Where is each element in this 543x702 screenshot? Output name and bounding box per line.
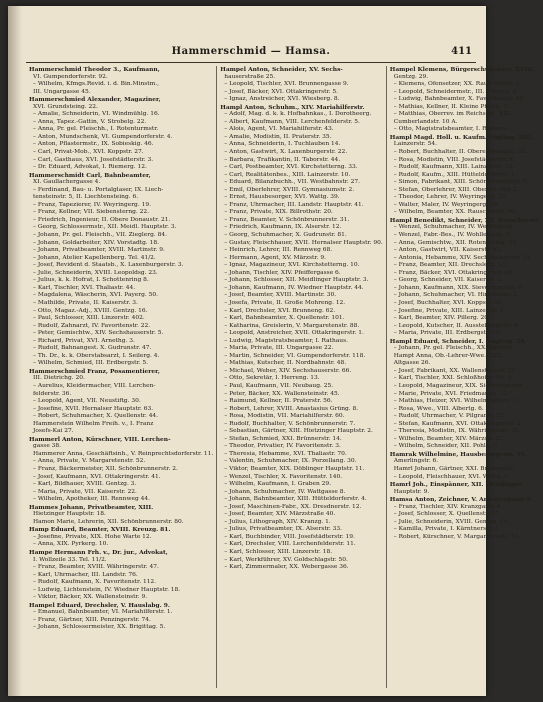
directory-entry: – Franz, Tapezierer, IV. Weyringerg. 19. <box>33 201 151 208</box>
directory-entry: – Rosa, Modistin, VII. Mariahilferstr. 60. <box>224 413 345 420</box>
page-header <box>26 46 476 63</box>
directory-entry: – Eduard, Bilanzbuchh., VII. Westbahnstr. 27. <box>224 179 361 186</box>
directory-entry: – Anton, Mundschenk, VI. Gumpendorferstr. 4. <box>33 133 173 140</box>
directory-entry: – Peter, Gemischtw., XIV. Sechshauserstr. 5. <box>33 330 164 337</box>
directory-entry: – Karl, Tischler, XVI. Thaliastr. 44. <box>33 284 136 291</box>
directory-entry: – Wenzel, Fabr.-Bes., IV. Wohllebeng. 5. <box>393 232 511 239</box>
directory-entry: – Stefan, Schmied, XXI. Brünnerstr. 14. <box>224 435 342 442</box>
directory-entry: – Antonia, Hebamme, XIV. Sechshauserstr. 31. <box>393 254 533 261</box>
directory-entry: – Johann, Goldarbeiter, XIV. Vorstadtg. 18. <box>33 239 159 246</box>
directory-entry: – Marie, Private, XVI. Friedmanng. 12. <box>393 390 510 397</box>
directory-entry: – Rudolf, Kaufm., XIII. Hütteldorferstr. 1. <box>393 171 517 178</box>
directory-entry: – Franz, Private, XIX. Billrothstr. 20. <box>224 209 333 216</box>
directory-entry: – Friedrich, Ingenieur, II. Obere Donaustr. 21. <box>33 216 171 223</box>
directory-entry: – Emanuel, Bahnbeamter, VI. Mariahilferstr. 1. <box>33 609 173 616</box>
directory-entry: – Rudolf, Buchhalter, V. Schönbrunnerstr. 7. <box>224 420 356 427</box>
directory-entry: – Rudolf, Kaufmann, XIII. Lainzerstr. 24. <box>393 164 515 171</box>
directory-entry: – Amalie, Schneiderin, VI. Windmühlg. 16. <box>33 111 160 118</box>
directory-column-1 <box>26 66 217 688</box>
directory-entry: – Otto, Magaz.-Adj., XVIII. Gentzg. 16. <box>33 307 148 314</box>
directory-column-2 <box>217 66 386 688</box>
directory-entry: – Johann, Schlossermeister, XX. Brigittag. 5. <box>33 624 166 631</box>
directory-entry: – Rosa, Wwe., VIII. Albertg. 6. <box>393 405 484 412</box>
directory-entry-heading: Hammes Johann, Privatbeamter, XIII. <box>29 503 154 511</box>
directory-entry: – Johann, Pr. gel. Fleischh., VII. Zieglerg. 84. <box>33 232 167 239</box>
directory-entry: – Ludwig, Magistratsbeamter, I. Rathaus. <box>224 337 348 344</box>
directory-entry: – Karl, Zimmermaler, XX. Webergasse 36. <box>224 564 349 571</box>
directory-entry: – Mathilde, Private, II. Kaiserstr. 3. <box>33 299 138 306</box>
directory-entry: – Wilhelm, Apotheker, III. Rennweg 44. <box>33 496 150 503</box>
directory-entry: – Carl, Realitätenbes., XIII. Lainzerstr. 10. <box>224 171 351 178</box>
directory-entry-heading: Hammerschmidt Carl, Bahnbeamter, <box>29 171 151 179</box>
directory-entry: – Leopold, Agent, VII. Neustiftg. 30. <box>33 398 141 405</box>
directory-entry: tensteinstr. 5, II. Liechtensteing. 6. <box>33 194 139 201</box>
directory-entry: Lainzerstr. 54. <box>393 141 437 148</box>
directory-entry: – Viktor, Beamter, XIX. Döblinger Hauptstr. 11. <box>224 465 365 472</box>
directory-entry: – Josefa, Private, II. Große Mohreng. 12. <box>224 299 346 306</box>
directory-entry: – Maria, Private, III. Ungargasse 22. <box>224 345 334 352</box>
directory-entry: – Hermann, Agent, XV. Märzstr. 9. <box>224 254 326 261</box>
directory-entry: hauserstraße 25. <box>224 73 276 80</box>
directory-entry: – Josefine, Private, XIX. Hohe Warte 12. <box>33 533 152 540</box>
directory-entry: – Karl, Werkführer, XV. Goldschlagstr. 50. <box>224 556 348 563</box>
directory-entry: – Theodor, Lehrer, IV. Weyringerg. 33. <box>393 194 508 201</box>
directory-entry: – Paul, Kaufmann, VII. Neubaug. 25. <box>224 382 334 389</box>
directory-entry: – Georg, Schneider, VII. Kaiserstr. 3. <box>393 277 503 284</box>
directory-entry: – Th. Dr., k. k. Oberstabsarzt, I. Seilerg. 4. <box>33 352 160 359</box>
directory-entry: I. Wollzeile 33. Tel. 11/2. <box>33 556 107 563</box>
directory-entry-heading: Hampl Magd. Holl. u. Kaufm. Zögling, XIII. <box>389 133 534 141</box>
directory-entry: – Michael, Weber, XIV. Sechshauserstr. 66. <box>224 367 352 374</box>
directory-entry: – Theodor, Privatier, IV. Favoritenstr. 3. <box>224 443 341 450</box>
directory-column-3 <box>387 66 543 688</box>
directory-entry: Josefs-Kai 27. <box>33 428 74 435</box>
directory-entry: – Anna, Pr. gel. Fleischh., I. Rotenturmstr. <box>33 126 159 133</box>
directory-entry: – Barbara, Trafikantin, II. Taborstr. 44. <box>224 156 341 163</box>
directory-entry: – Johann, Schuhmacher, IV. Wattgasse 8. <box>224 488 346 495</box>
directory-entry-heading: Hammerschmid Theodor 3., Kaufmann, <box>29 66 160 73</box>
directory-entry: – Ignaz, Anstreicher, XVI. Wiesberg. 8. <box>224 96 340 103</box>
directory-entry: – Rudolf, Uhrmacher, V. Pilgramg. 22. <box>393 413 507 420</box>
directory-entry-heading: Hampel Klemens, Bürgerschullehrer, XVIII. <box>389 66 535 73</box>
directory-entry-heading: Hammerl Anton, Kürschner, VIII. Lerchen- <box>29 435 171 443</box>
directory-entry: – Georg, Schuhmacher, X. Gudrunstr. 81. <box>224 232 347 239</box>
directory-entry: felderstr. 36. <box>33 390 72 397</box>
directory-entry: – Ludwig, Bahnbeamter, X. Favoritenstr. 98. <box>393 96 526 103</box>
directory-entry: Altgasse 26. <box>393 360 431 367</box>
directory-entry: – Anna, Tapez.-Gattin, V. Strobelg. 22. <box>33 118 147 125</box>
page-gutter-shadow <box>8 6 22 696</box>
directory-entry: – Josef, Bäcker, XVI. Ottakringerstr. 5. <box>224 88 339 95</box>
directory-entry: – Carl, Postbeamter, XVI. Kirchstetterng. 33. <box>224 164 358 171</box>
directory-entry: – Matthias, Oberrev. im Reichsfin., XIII. <box>393 111 513 118</box>
directory-entry: – Kamilla, Private, I. Kärntnerstr. 3. <box>393 526 501 533</box>
directory-entry: – Carl, Privat-Mob., XVI. Koppstr. 27. <box>33 149 144 156</box>
directory-entry-heading: Hamrl Joh., Einspänner, XII. Meidlinger <box>389 481 522 489</box>
directory-entry: – Mathias, Kellner, II. Kleine Pfarrg. 7. <box>393 103 509 110</box>
directory-entry: – Leopold, Fleischhauer, XVI. Wattg. 7. <box>393 473 510 480</box>
directory-entry: – Anna, Private, V. Margaretenstr. 52. <box>33 458 146 465</box>
directory-entry: – Anna, XIX. Pyrkerg. 10. <box>33 541 109 548</box>
directory-entry: – Karl, Buchbinder, VIII. Josefstädterstr. 19. <box>224 533 355 540</box>
directory-entry: – Josefine, XVII. Hernalser Hauptstr. 63. <box>33 405 154 412</box>
directory-entry: – Johann, Privatbeamter, XVIII. Martinstr. 9. <box>33 247 165 254</box>
directory-entry: – Sebastian, Gärtner, XIII. Hietzinger Hauptstr. 2. <box>224 428 373 435</box>
directory-entry: – Adolf, Mag. d. k. k. Hofbahnkas., I. Dorotheerg. <box>224 111 372 118</box>
directory-entry: – Johann, Pr. gel. Fleischh., XX. Jägerstr. <box>393 345 515 352</box>
directory-entry-heading: Hampl Benedikt, Schneider, XX. Rauscherstr. <box>389 216 540 224</box>
directory-entry: – Karl, Tischler, XXI. Schloßhofer Str. 3. <box>393 375 513 382</box>
directory-entry: – Stefan, Oberlehrer, XIII. Ober-St.-Veit 2. <box>393 186 519 193</box>
directory-entry: – Josefine, Private, XIII. Lainzerstr. 2. <box>393 307 506 314</box>
directory-page <box>8 6 540 696</box>
directory-entry: – Raimund, Kellner, II. Praterstr. 56. <box>224 398 333 405</box>
directory-entry: – Josef, Maschinen-Fabr., XX. Dresdnerstr. 12. <box>224 503 362 510</box>
directory-entry: – Theresia, Modistin, IX. Währingerstr. 55. <box>393 428 521 435</box>
directory-entry: – Johann, Kaufmann, IV. Wiedner Hauptstr. 44. <box>224 284 364 291</box>
directory-entry: – Otto, Sekretär, I. Herreng. 13. <box>224 375 320 382</box>
directory-entry: – Wenzel, Schuhmacher, IV. Weyringerg. <box>393 224 514 231</box>
directory-entry: – Rudolf, Kaufmann, X. Favoritenstr. 112. <box>33 579 157 586</box>
directory-entry: – Julius, k. k. Hofrat, I. Schottenring 8. <box>33 277 149 284</box>
directory-entry: – Franz, Kellner, VII. Siebensterng. 22. <box>33 209 150 216</box>
directory-entry: – Ferdinand, Bau- u. Portalglaser, IX. Liech- <box>33 186 164 193</box>
directory-entry: – Robert, Kürschner, V. Margaretenstr. 11. <box>393 533 521 540</box>
directory-entry: – Wilhelm, Schmied, III. Erdbergstr. 5. <box>33 360 149 367</box>
directory-entry: – Josef, Schlosser, X. Quellenstr. 17. <box>393 511 501 518</box>
directory-entry: – Josef, Fabrikant, XX. Wallensteinstr. 12. <box>393 367 517 374</box>
directory-entry: – Franz, Beamter, XII. Drechslerg. 13. <box>393 262 508 269</box>
directory-entry: – Wenzel, Tischler, X. Favoritenstr. 140. <box>224 473 343 480</box>
directory-entry: – Johann, Bahnbeamter, XIII. Hütteldorferstr. 4. <box>224 496 367 503</box>
directory-entry: – Wilhelm, Beamter, XX. Rauscherstr. 60. <box>393 209 517 216</box>
directory-entry: – Ignaz, Magazineur, XVI. Kirchstetterng. 10. <box>224 262 360 269</box>
directory-entry-heading: Hammerschmied Franz, Posamentierer, <box>29 367 160 375</box>
directory-entry: – Wilhelm, Schneider, XII. Pohlg. 5. <box>393 443 499 450</box>
directory-entry-heading: Hampl Eduard, Schneider, I. Naglerg. 28. <box>389 337 527 345</box>
directory-entry: – Gustav, Fleischhauer, XVII. Hernalser Hauptstr. 90. <box>224 239 383 246</box>
directory-entry: Amerlingstr. 6. <box>393 458 439 465</box>
directory-entry: Hauptstr. 9. <box>393 488 430 495</box>
directory-entry: – Carl, Gasthaus, XVI. Josefstädterstr. 3. <box>33 156 154 163</box>
directory-entry: – Valentin, Schuhmacher, IX. Porzellang. 30. <box>224 458 357 465</box>
directory-entry: – Karl, Bildhauer, XVIII. Gentzg. 3. <box>33 481 137 488</box>
directory-entry: – Julius, Privatbeamter, IX. Alserstr. 33. <box>224 526 342 533</box>
directory-entry: Hamon Marie, Lehrerin, XII. Schönbrunnerstr. 80. <box>33 518 184 525</box>
directory-entry: Hammerer Anna, Geschäftsinh., V. Reinprechtsdorferstr. 11. <box>33 450 214 457</box>
directory-entry: – Karl, Schlosser, XIII. Linzerstr. 18. <box>224 549 333 555</box>
directory-entry: – Franz, Tischler, XIV. Kranzgasse 6. <box>393 503 503 510</box>
directory-entry: – Alois, Agent, VI. Mariahilferstr. 43. <box>224 126 334 133</box>
directory-entry: – Rosa, Modistin, VIII. Josefstädterstr. 8. <box>393 156 515 163</box>
directory-entry: – Simon, Fabrikant, XIII. Schönbrunnerstr. 5. <box>393 179 529 186</box>
directory-entry: XI. Gaullachergasse 4. <box>33 179 101 186</box>
directory-entry: Cumberlandstr. 10 A. <box>393 118 458 125</box>
directory-entry: – Anton, Gastwirt, VII. Kaiserstr. 42. <box>393 247 503 254</box>
directory-entry: – Julie, Schneiderin, XVIII. Gentzg. 14. <box>393 518 510 525</box>
directory-entry: – Franz, Bäckermeister, XII. Schönbrunnerstr. 2. <box>33 465 178 472</box>
directory-entry: – Karl, Uhrmacher, III. Landstr. 76. <box>33 571 138 578</box>
directory-entry: – Leopold, Magazineur, XIX. Sieveringerstr. <box>393 382 524 389</box>
directory-entry: – Johann, Kaufmann, XIX. Sieveringerstr. 6. <box>393 284 524 291</box>
directory-entry: – Otto, Magistratsbeamter, I. Rathaus. <box>393 126 509 133</box>
directory-entry-heading: Hampel Anton, Schneider, XV. Sechs- <box>220 66 343 73</box>
directory-entry: gasse 38. <box>33 443 62 450</box>
directory-entry-heading: Hampel Eduard, Drechsler, V. Hauslabg. 9. <box>29 601 170 609</box>
directory-entry: – Anna, Gemischtw., XII. Rotenmühlg. 12. <box>393 239 518 246</box>
directory-entry: – Johann, Schlosser, XII. Meidlinger Hauptstr. 3. <box>224 277 369 284</box>
directory-entry: – Josef, Beamter, XIV. Märzstraße 40. <box>224 511 336 518</box>
directory-entry: – Franz, Beamter, XVIII. Währingerstr. 47. <box>33 564 159 571</box>
page-title: Hammerschmid — Hamsa. <box>171 46 331 57</box>
directory-entry: – Karl, Beamter, XIV. Pillerg. 20. <box>393 315 490 322</box>
directory-entry: – Karl, Drechsler, XVI. Brunneng. 62. <box>224 307 336 314</box>
directory-entry-heading: Hampe Hermann Frh. v., Dr. jur., Advokat, <box>29 549 168 556</box>
directory-entry: – Karl, Bahnbeamter, X. Quellenstr. 101. <box>224 315 345 322</box>
directory-entry: – Julie, Schneiderin, XVIII. Leopoldsg. 23. <box>33 269 158 276</box>
directory-entry: – Rudolf, Zahnarzt, IV. Favoritenstr. 22. <box>33 322 151 329</box>
directory-entry: – Walter, Maler, IV. Weyringerg. 19. <box>393 201 500 208</box>
directory-entry: – Franz, Bäcker, XVI. Ottakringerstr. 60. <box>393 269 515 276</box>
directory-entry: – Johann, Atelier Kapellenberg. Tel. 41/2. <box>33 254 156 261</box>
directory-entry: XVI. Grundsteing. 22. <box>33 103 98 110</box>
directory-entry: Hammerstein Wilhelm Freih. v., I. Franz <box>33 420 154 427</box>
directory-entry: – Josef, Beamter, XVIII. Martinstr. 30. <box>224 292 337 299</box>
page-number: 411 <box>451 46 472 57</box>
directory-entry: – Leopold, Anstreicher, XVII. Ottakringerstr. 1. <box>224 330 364 337</box>
directory-entry-heading: Hamp Eduard, Beamter, XVIII. Kreuzg. 81. <box>29 526 171 534</box>
directory-entry: – Stefan, Kaufmann, XVI. Ottakringerstr. 2. <box>393 420 523 427</box>
directory-entry: – Robert, Lehrer, XVIII. Anastasius Grüng. 8. <box>224 405 359 412</box>
directory-entry: – Franz, Gärtner, XIII. Penzingerstr. 74. <box>33 616 151 623</box>
directory-entry: – Franz, Uhrmacher, III. Landstr. Hauptstr. 41. <box>224 201 364 208</box>
directory-entry: – Wilhelm, Beamter, XIV. Märzstr. 27. <box>393 435 506 442</box>
directory-entry: – Wilhelm, Kfmgs.Revid. i. d. Bin.Minstm., <box>33 81 159 88</box>
directory-entry: – Peter, Bäcker, XX. Wallensteinstr. 45. <box>224 390 340 397</box>
directory-entry: III. Ungargasse 45. <box>33 88 91 95</box>
directory-entry: – Anna, Schneiderin, I. Tuchlauben 14. <box>224 141 341 148</box>
directory-entry-heading: Hamsa Anton, Zeichner, V. Arbeitergasse 9. <box>389 496 533 504</box>
directory-entry: – Maria, Private, VII. Kaiserstr. 22. <box>33 488 137 495</box>
directory-entry: – Katharina, Greislerin, V. Margaretenstr. 88. <box>224 322 360 329</box>
directory-entry: – Mathias, Heizer, XVI. Wilhelminenstr. 1. <box>393 398 519 405</box>
directory-entry: – Ludwig, Lichtenstein, IV. Wiedner Hauptstr. 18. <box>33 586 181 593</box>
directory-entry: – Wilhelm, Kaufmann, I. Graben 29. <box>224 481 332 488</box>
directory-entry-heading: Hamrak Wilhelmine, Hausbesorgerin, VI. <box>389 450 527 458</box>
directory-entry: – Paul, Schlosser, XIII. Linzerstr. 402. <box>33 315 145 322</box>
directory-entry: – Robert, Schuhmacher, X. Quellenstr. 44. <box>33 413 159 420</box>
directory-entry: – Leopold, Tischler, XVI. Brunnengasse 9. <box>224 81 349 88</box>
directory-entry-heading: Hammerschmied Alexander, Magaziner, <box>29 96 161 104</box>
directory-entry-heading: Hampl Anton, Schuhm., XIV. Mariahilferstr. <box>220 103 365 111</box>
directory-entry: – Georg, Schlossermstr., XII. Meidl. Hauptstr. 3. <box>33 224 177 231</box>
directory-entry: – Emil, Oberlehrer, XVIII. Gymnasiumstr. 2. <box>224 186 355 193</box>
directory-entry: – Magdalena, Wäscherin, XVI. Payerg. 50. <box>33 292 158 299</box>
directory-entry: – Aurelius, Kleidermacher, VIII. Lerchen- <box>33 382 156 389</box>
directory-entry: – Julius, Lithograph, XIV. Kranzg. 1. <box>224 518 331 525</box>
directory-columns <box>26 66 540 688</box>
directory-entry: Hampt Anna, Ob.-Lehrer-Wwe., XIII. <box>393 352 503 359</box>
directory-entry: – Mathias, Kutscher, II. Nordbahnstr. 48. <box>224 360 347 367</box>
directory-entry: – Ernst, Hausbesorger, XVI. Wattg. 39. <box>224 194 340 201</box>
directory-entry: – Josef, Buchhalter, XVI. Koppstr. 39. <box>393 299 504 306</box>
directory-entry: – Klemens, Ofensetzer, XX. Rauscherstr. 3. <box>393 81 522 88</box>
directory-entry: – Friedrich, Kaufmann, IX. Alserstr. 12. <box>224 224 342 231</box>
directory-entry: Gentzg. 29. <box>393 73 429 80</box>
directory-entry: – Amalie, Modistin, II. Praterstr. 35. <box>224 133 332 140</box>
directory-entry: – Leopold, Schneidermstr., III. Ungarg. 4. <box>393 88 519 95</box>
directory-entry: – Franz, Beamter, V. Schönbrunnerstr. 31. <box>224 216 350 223</box>
directory-entry: III. Dietrichg. 20. <box>33 375 85 382</box>
directory-entry: – Leopold, Kutscher, II. Ausstellungsstr. 4. <box>393 322 520 329</box>
directory-entry: – Karl, Drechsler, VIII. Lerchenfelderstr. 11. <box>224 541 356 548</box>
directory-entry: – Viktor, Bäcker, XX. Wallensteinstr. 9. <box>33 594 148 601</box>
directory-entry: – Theresia, Hebamme, XVI. Thaliastr. 70. <box>224 450 347 457</box>
directory-entry: – Anton, Gastwirt, X. Laxenburgerstr. 22. <box>224 149 348 156</box>
directory-entry: – Albert, Kaufmann, VIII. Lerchenfelderstr. 5. <box>224 118 360 125</box>
directory-entry: – Josef, Revident d. Staatsb., X. Laxenburgerstr. 3. <box>33 262 184 269</box>
directory-entry: – Johann, Tischler, XIV. Pfeiffergasse 6. <box>224 269 341 276</box>
directory-entry: – Robert, Buchhalter, II. Obere Donaustr. 55. <box>393 149 528 156</box>
directory-entry: Hamrl Johann, Gärtner, XXI. Brünnerstr. <box>393 465 515 472</box>
directory-entry: VI. Gumpendorferstr. 92. <box>33 73 108 80</box>
directory-entry: – Josef, Kaufmann, XVI. Ottakringerstr. 41. <box>33 473 161 480</box>
directory-entry: – Heinrich, Lehrer, III. Rennweg 68. <box>224 247 333 254</box>
directory-entry: – Rudolf, Bahnangest. X. Gudrunstr. 47. <box>33 345 152 352</box>
directory-entry: – Maria, Private, III. Erdbergstr. 14. <box>393 330 502 337</box>
directory-entry: – Johann, Schuhmacher, VI. Hirscheng. 3. <box>393 292 519 299</box>
directory-entry: – Dr. Eduard, Advokat, I. Riemerg. 12. <box>33 164 147 171</box>
directory-entry: – Anton, Pflastermstr., IX. Sobieskig. 46. <box>33 141 154 148</box>
directory-entry: – Richard, Privat, XVI. Arnethg. 3. <box>33 337 135 344</box>
directory-entry: Hietzinger Hauptstr. 18. <box>33 511 106 518</box>
directory-entry: – Martin, Schneider, VI. Gumpendorferstr. 118. <box>224 352 366 359</box>
